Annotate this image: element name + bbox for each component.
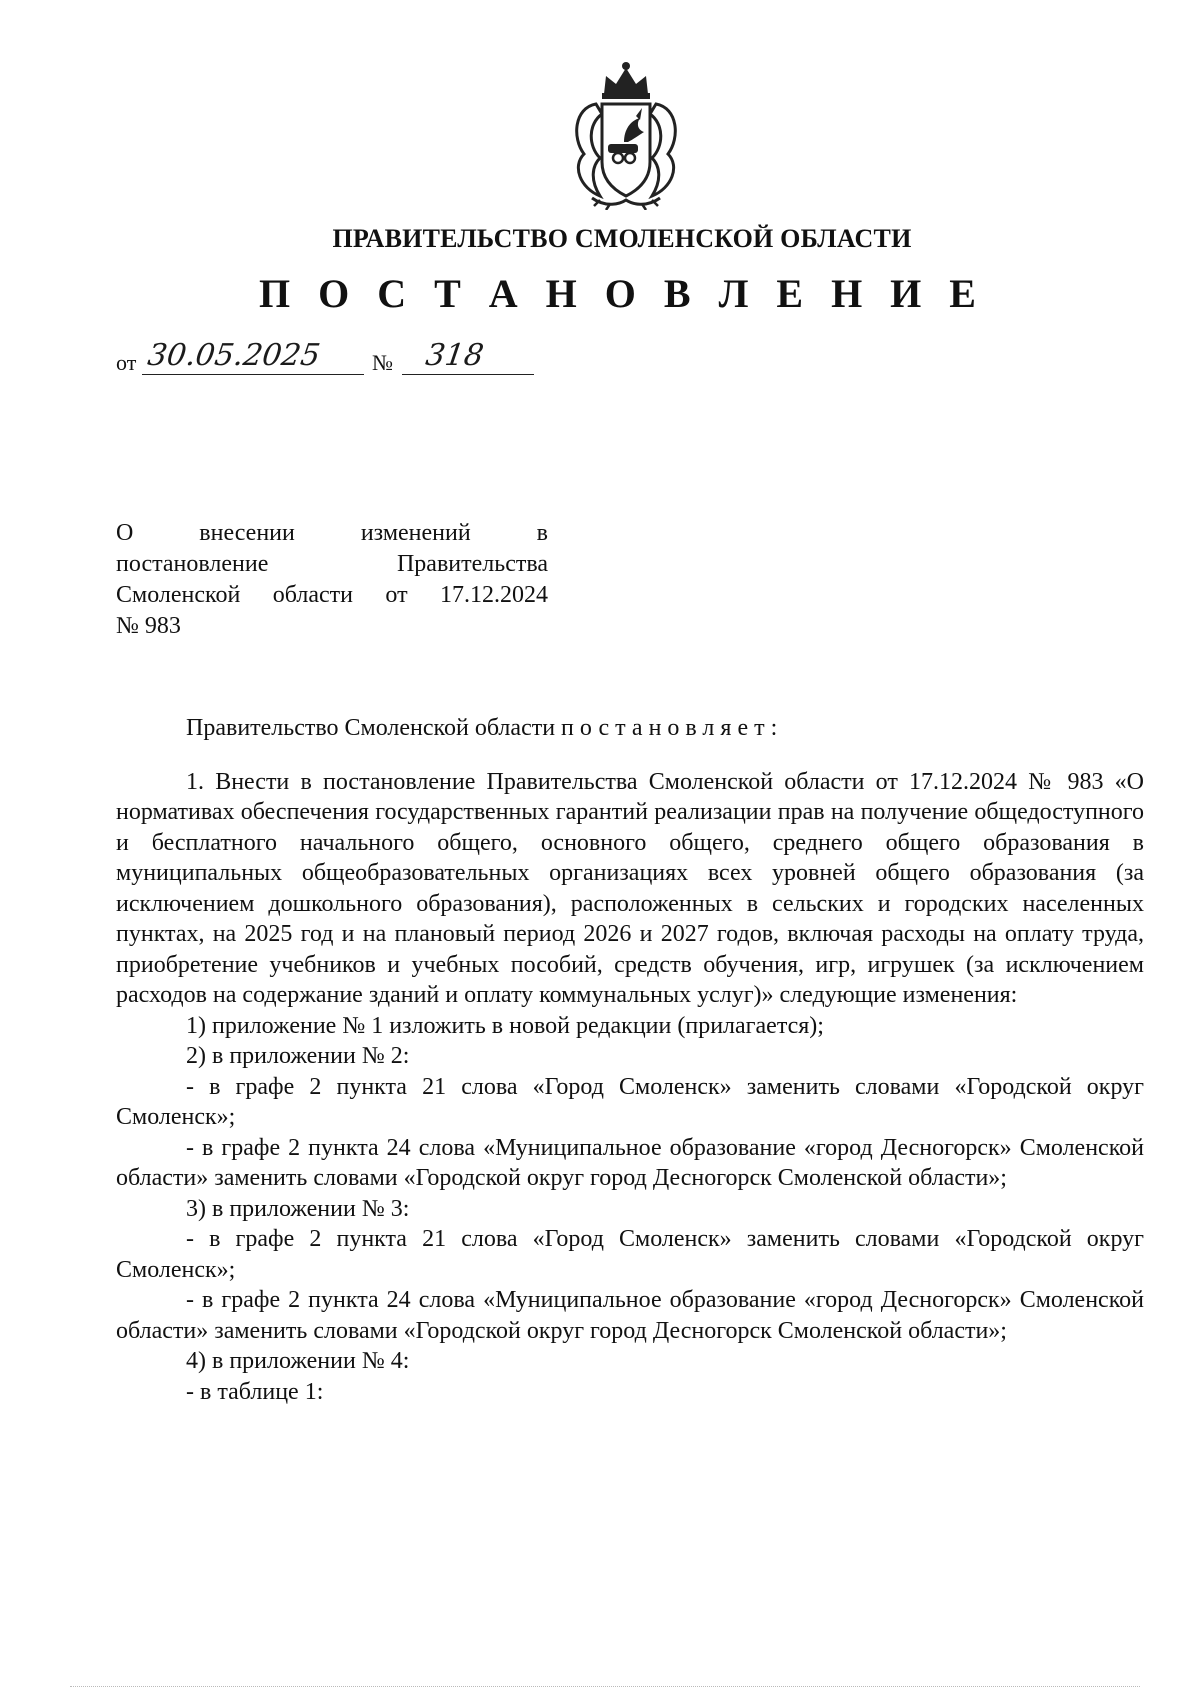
date-prefix: от [116, 350, 137, 375]
paragraph: - в графе 2 пункта 24 слова «Муниципальное образование «город Десногорск» Смоленской области» заменить словами «Городской округ город Десногорск Смоленской области»; [116, 1287, 1144, 1344]
date-handwritten: 30.05.2025 [145, 338, 323, 373]
date-underline [142, 374, 364, 375]
paragraph: - в графе 2 пункта 21 слова «Город Смоленск» заменить словами «Городской округ Смоленск»; [116, 1073, 1144, 1130]
decree-word: постановляет: [561, 715, 784, 741]
paragraph: 1) приложение № 1 изложить в новой редакции (прилагается); [186, 1012, 824, 1039]
document-type-title: П О С Т А Н О В Л Е Н И Е [259, 271, 985, 316]
paragraph: 3) в приложении № 3: [186, 1195, 410, 1222]
organization-title: ПРАВИТЕЛЬСТВО СМОЛЕНСКОЙ ОБЛАСТИ [332, 224, 912, 253]
paragraph: - в графе 2 пункта 24 слова «Муниципальное образование «город Десногорск» Смоленской области» заменить словами «Городской округ город Десногорск Смоленской области»; [116, 1134, 1144, 1191]
paragraph: 4) в приложении № 4: [186, 1348, 410, 1374]
subject-line: № 983 [116, 613, 181, 639]
number-underline [402, 374, 534, 375]
paragraph: - в графе 2 пункта 21 слова «Город Смоленск» заменить словами «Городской округ Смоленск»; [116, 1226, 1144, 1283]
paragraph: - в таблице 1: [186, 1378, 324, 1405]
smolensk-coat-of-arms-icon [566, 58, 686, 210]
paragraph: 2) в приложении № 2: [186, 1043, 410, 1069]
subject-line: Смоленской области от 17.12.2024 [116, 582, 548, 608]
paragraph: 1. Внести в постановление Правительства Смоленской области от 17.12.2024 № 983 «О нормативах обеспечения государственных гарантий реализации прав на получение общедоступного и бесплатного начального общего, основного общего, среднего общего образования в муниципальных общеобразовательных организациях всех уровней общего образования (за исключением дошкольного образования), расположенных в сельских и городских населенных пунктах, на 2025 год и на плановый период 2026 и 2027 годов, включая расходы на оплату труда, приобретение учебников и учебных пособий, средств обучения, игр, игрушек (за исключением расходов на содержание зданий и оплату коммунальных услуг)» следующие изменения: [116, 768, 1144, 1008]
document-subject [116, 518, 548, 642]
subject-line: постановление Правительства [116, 551, 548, 577]
number-prefix: № [372, 350, 393, 375]
document-body [116, 713, 1144, 1407]
scan-artifact [70, 1686, 1140, 1689]
decree-statement [116, 713, 1144, 744]
decree-intro: Правительство Смоленской области [186, 715, 556, 741]
subject-line: О внесении изменений в [116, 520, 548, 546]
number-handwritten: 318 [423, 338, 486, 373]
